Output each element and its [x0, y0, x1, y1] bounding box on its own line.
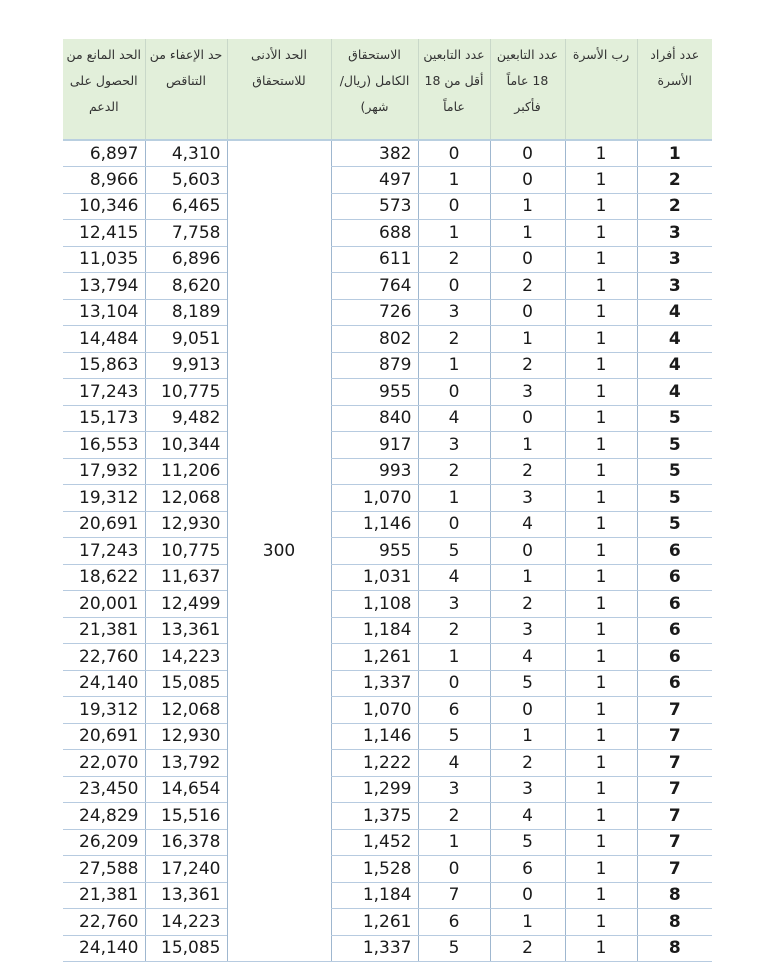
table-row — [63, 697, 712, 724]
head-cell: 1 — [565, 352, 637, 379]
table-row — [63, 167, 712, 194]
benefits-table — [63, 39, 712, 962]
head-cell: 1 — [565, 803, 637, 830]
full-entitlement-cell: 840 — [331, 405, 418, 432]
exemption-limit-cell: 15,085 — [145, 935, 227, 962]
members-cell: 6 — [637, 538, 712, 565]
members-cell: 6 — [637, 617, 712, 644]
minors-cell: 0 — [418, 193, 490, 220]
exemption-limit-cell: 12,930 — [145, 723, 227, 750]
head-cell: 1 — [565, 193, 637, 220]
adults-cell: 2 — [490, 750, 565, 777]
members-cell: 5 — [637, 405, 712, 432]
adults-cell: 1 — [490, 432, 565, 459]
bar-limit-cell: 24,140 — [63, 670, 145, 697]
minors-cell: 5 — [418, 935, 490, 962]
adults-cell: 3 — [490, 485, 565, 512]
minors-cell: 1 — [418, 352, 490, 379]
bar-limit-cell: 18,622 — [63, 564, 145, 591]
exemption-limit-cell: 14,223 — [145, 644, 227, 671]
head-cell: 1 — [565, 909, 637, 936]
bar-limit-cell: 10,346 — [63, 193, 145, 220]
head-cell: 1 — [565, 644, 637, 671]
full-entitlement-cell: 1,108 — [331, 591, 418, 618]
full-entitlement-cell: 1,261 — [331, 644, 418, 671]
minors-cell: 5 — [418, 538, 490, 565]
exemption-limit-cell: 13,792 — [145, 750, 227, 777]
members-cell: 2 — [637, 167, 712, 194]
bar-limit-cell: 17,932 — [63, 458, 145, 485]
minors-cell: 1 — [418, 485, 490, 512]
adults-cell: 1 — [490, 723, 565, 750]
minors-cell: 3 — [418, 299, 490, 326]
exemption-limit-cell: 14,654 — [145, 776, 227, 803]
adults-cell: 4 — [490, 511, 565, 538]
minors-cell: 6 — [418, 697, 490, 724]
head-cell: 1 — [565, 379, 637, 406]
full-entitlement-cell: 726 — [331, 299, 418, 326]
members-cell: 7 — [637, 723, 712, 750]
full-entitlement-cell: 1,184 — [331, 882, 418, 909]
table-row — [63, 485, 712, 512]
full-entitlement-cell: 1,261 — [331, 909, 418, 936]
members-cell: 8 — [637, 909, 712, 936]
members-cell: 7 — [637, 776, 712, 803]
head-cell: 1 — [565, 697, 637, 724]
exemption-limit-cell: 12,068 — [145, 697, 227, 724]
head-cell: 1 — [565, 670, 637, 697]
minors-cell: 1 — [418, 220, 490, 247]
table-row — [63, 379, 712, 406]
full-entitlement-cell: 764 — [331, 273, 418, 300]
minors-cell: 4 — [418, 405, 490, 432]
head-cell: 1 — [565, 538, 637, 565]
table-row — [63, 723, 712, 750]
bar-limit-cell: 13,794 — [63, 273, 145, 300]
bar-limit-cell: 26,209 — [63, 829, 145, 856]
bar-limit-cell: 22,070 — [63, 750, 145, 777]
bar-limit-cell: 15,863 — [63, 352, 145, 379]
head-cell: 1 — [565, 856, 637, 883]
adults-cell: 3 — [490, 379, 565, 406]
full-entitlement-cell: 611 — [331, 246, 418, 273]
bar-limit-cell: 11,035 — [63, 246, 145, 273]
members-cell: 5 — [637, 458, 712, 485]
head-cell: 1 — [565, 273, 637, 300]
minors-cell: 2 — [418, 617, 490, 644]
table-row — [63, 856, 712, 883]
adults-cell: 3 — [490, 617, 565, 644]
full-entitlement-cell: 1,031 — [331, 564, 418, 591]
head-cell: 1 — [565, 882, 637, 909]
exemption-limit-cell: 12,499 — [145, 591, 227, 618]
members-cell: 5 — [637, 485, 712, 512]
exemption-limit-cell: 13,361 — [145, 882, 227, 909]
adults-cell: 3 — [490, 776, 565, 803]
table-row — [63, 829, 712, 856]
exemption-limit-cell: 8,189 — [145, 299, 227, 326]
adults-cell: 4 — [490, 644, 565, 671]
bar-limit-cell: 20,691 — [63, 723, 145, 750]
adults-cell: 6 — [490, 856, 565, 883]
minors-cell: 0 — [418, 379, 490, 406]
members-cell: 2 — [637, 193, 712, 220]
minors-cell: 5 — [418, 723, 490, 750]
members-cell: 5 — [637, 511, 712, 538]
full-entitlement-cell: 1,070 — [331, 697, 418, 724]
table-row — [63, 644, 712, 671]
header-full-entitlement: الاستحقاق الكامل (ريال/شهر) — [331, 39, 418, 140]
members-cell: 4 — [637, 299, 712, 326]
minors-cell: 6 — [418, 909, 490, 936]
adults-cell: 0 — [490, 405, 565, 432]
table-row — [63, 750, 712, 777]
head-cell: 1 — [565, 750, 637, 777]
minors-cell: 0 — [418, 856, 490, 883]
table-row — [63, 776, 712, 803]
members-cell: 4 — [637, 379, 712, 406]
adults-cell: 5 — [490, 670, 565, 697]
members-cell: 6 — [637, 591, 712, 618]
adults-cell: 0 — [490, 167, 565, 194]
minors-cell: 0 — [418, 670, 490, 697]
bar-limit-cell: 19,312 — [63, 485, 145, 512]
minors-cell: 3 — [418, 776, 490, 803]
full-entitlement-cell: 1,375 — [331, 803, 418, 830]
table-row — [63, 564, 712, 591]
bar-limit-cell: 24,140 — [63, 935, 145, 962]
bar-limit-cell: 19,312 — [63, 697, 145, 724]
bar-limit-cell: 17,243 — [63, 538, 145, 565]
exemption-limit-cell: 12,068 — [145, 485, 227, 512]
members-cell: 7 — [637, 750, 712, 777]
table-row — [63, 803, 712, 830]
table-row — [63, 326, 712, 353]
full-entitlement-cell: 917 — [331, 432, 418, 459]
full-entitlement-cell: 955 — [331, 538, 418, 565]
head-cell: 1 — [565, 458, 637, 485]
exemption-limit-cell: 13,361 — [145, 617, 227, 644]
head-cell: 1 — [565, 432, 637, 459]
table-row — [63, 591, 712, 618]
bar-limit-cell: 20,001 — [63, 591, 145, 618]
header-exemption-limit: حد الإعفاء من التناقص — [145, 39, 227, 140]
head-cell: 1 — [565, 829, 637, 856]
bar-limit-cell: 6,897 — [63, 140, 145, 167]
minors-cell: 2 — [418, 803, 490, 830]
table-row — [63, 352, 712, 379]
header-min-entitlement: الحد الأدنى للاستحقاق — [227, 39, 331, 140]
adults-cell: 1 — [490, 326, 565, 353]
exemption-limit-cell: 9,051 — [145, 326, 227, 353]
exemption-limit-cell: 17,240 — [145, 856, 227, 883]
table-row — [63, 670, 712, 697]
adults-cell: 2 — [490, 935, 565, 962]
exemption-limit-cell: 11,206 — [145, 458, 227, 485]
bar-limit-cell: 22,760 — [63, 909, 145, 936]
adults-cell: 2 — [490, 352, 565, 379]
exemption-limit-cell: 4,310 — [145, 140, 227, 167]
members-cell: 6 — [637, 670, 712, 697]
adults-cell: 2 — [490, 591, 565, 618]
minors-cell: 1 — [418, 167, 490, 194]
table-row — [63, 935, 712, 962]
head-cell: 1 — [565, 617, 637, 644]
exemption-limit-cell: 7,758 — [145, 220, 227, 247]
minors-cell: 4 — [418, 750, 490, 777]
table-row — [63, 617, 712, 644]
min-entitlement-cell: 300 — [227, 140, 331, 962]
header-adults: عدد التابعين 18 عاماً فأكبر — [490, 39, 565, 140]
adults-cell: 0 — [490, 538, 565, 565]
exemption-limit-cell: 15,516 — [145, 803, 227, 830]
exemption-limit-cell: 10,344 — [145, 432, 227, 459]
bar-limit-cell: 15,173 — [63, 405, 145, 432]
members-cell: 3 — [637, 273, 712, 300]
full-entitlement-cell: 1,222 — [331, 750, 418, 777]
minors-cell: 7 — [418, 882, 490, 909]
minors-cell: 0 — [418, 511, 490, 538]
bar-limit-cell: 8,966 — [63, 167, 145, 194]
full-entitlement-cell: 1,299 — [331, 776, 418, 803]
table-row — [63, 140, 712, 167]
minors-cell: 3 — [418, 432, 490, 459]
table-row — [63, 538, 712, 565]
members-cell: 7 — [637, 697, 712, 724]
full-entitlement-cell: 382 — [331, 140, 418, 167]
adults-cell: 4 — [490, 803, 565, 830]
full-entitlement-cell: 497 — [331, 167, 418, 194]
header-head: رب الأسرة — [565, 39, 637, 140]
full-entitlement-cell: 1,337 — [331, 935, 418, 962]
adults-cell: 1 — [490, 220, 565, 247]
full-entitlement-cell: 688 — [331, 220, 418, 247]
exemption-limit-cell: 6,896 — [145, 246, 227, 273]
head-cell: 1 — [565, 591, 637, 618]
full-entitlement-cell: 955 — [331, 379, 418, 406]
bar-limit-cell: 20,691 — [63, 511, 145, 538]
exemption-limit-cell: 10,775 — [145, 538, 227, 565]
head-cell: 1 — [565, 167, 637, 194]
members-cell: 6 — [637, 564, 712, 591]
header-members: عدد أفراد الأسرة — [637, 39, 712, 140]
bar-limit-cell: 23,450 — [63, 776, 145, 803]
exemption-limit-cell: 9,482 — [145, 405, 227, 432]
members-cell: 8 — [637, 882, 712, 909]
adults-cell: 1 — [490, 193, 565, 220]
full-entitlement-cell: 1,337 — [331, 670, 418, 697]
exemption-limit-cell: 16,378 — [145, 829, 227, 856]
bar-limit-cell: 12,415 — [63, 220, 145, 247]
table-row — [63, 273, 712, 300]
adults-cell: 2 — [490, 458, 565, 485]
header-minors: عدد التابعين أقل من 18 عاماً — [418, 39, 490, 140]
table-body — [63, 140, 712, 962]
minors-cell: 0 — [418, 273, 490, 300]
table-row — [63, 882, 712, 909]
adults-cell: 0 — [490, 246, 565, 273]
exemption-limit-cell: 15,085 — [145, 670, 227, 697]
head-cell: 1 — [565, 723, 637, 750]
exemption-limit-cell: 10,775 — [145, 379, 227, 406]
table-row — [63, 405, 712, 432]
head-cell: 1 — [565, 405, 637, 432]
exemption-limit-cell: 11,637 — [145, 564, 227, 591]
table-row — [63, 220, 712, 247]
minors-cell: 1 — [418, 644, 490, 671]
members-cell: 3 — [637, 220, 712, 247]
full-entitlement-cell: 573 — [331, 193, 418, 220]
head-cell: 1 — [565, 511, 637, 538]
exemption-limit-cell: 14,223 — [145, 909, 227, 936]
full-entitlement-cell: 1,146 — [331, 723, 418, 750]
head-cell: 1 — [565, 776, 637, 803]
bar-limit-cell: 17,243 — [63, 379, 145, 406]
header-bar-limit: الحد المانع من الحصول على الدعم — [63, 39, 145, 140]
exemption-limit-cell: 5,603 — [145, 167, 227, 194]
minors-cell: 2 — [418, 326, 490, 353]
members-cell: 7 — [637, 856, 712, 883]
full-entitlement-cell: 1,184 — [331, 617, 418, 644]
bar-limit-cell: 16,553 — [63, 432, 145, 459]
bar-limit-cell: 21,381 — [63, 882, 145, 909]
minors-cell: 2 — [418, 246, 490, 273]
adults-cell: 5 — [490, 829, 565, 856]
adults-cell: 0 — [490, 140, 565, 167]
members-cell: 4 — [637, 352, 712, 379]
exemption-limit-cell: 8,620 — [145, 273, 227, 300]
bar-limit-cell: 14,484 — [63, 326, 145, 353]
adults-cell: 1 — [490, 909, 565, 936]
bar-limit-cell: 27,588 — [63, 856, 145, 883]
members-cell: 6 — [637, 644, 712, 671]
minors-cell: 0 — [418, 140, 490, 167]
members-cell: 3 — [637, 246, 712, 273]
bar-limit-cell: 13,104 — [63, 299, 145, 326]
head-cell: 1 — [565, 220, 637, 247]
table-row — [63, 511, 712, 538]
full-entitlement-cell: 1,146 — [331, 511, 418, 538]
bar-limit-cell: 21,381 — [63, 617, 145, 644]
table-header — [63, 39, 712, 140]
members-cell: 7 — [637, 803, 712, 830]
adults-cell: 0 — [490, 299, 565, 326]
table-row — [63, 432, 712, 459]
full-entitlement-cell: 802 — [331, 326, 418, 353]
minors-cell: 4 — [418, 564, 490, 591]
head-cell: 1 — [565, 140, 637, 167]
table-row — [63, 458, 712, 485]
adults-cell: 2 — [490, 273, 565, 300]
head-cell: 1 — [565, 299, 637, 326]
full-entitlement-cell: 1,452 — [331, 829, 418, 856]
bar-limit-cell: 24,829 — [63, 803, 145, 830]
bar-limit-cell: 22,760 — [63, 644, 145, 671]
head-cell: 1 — [565, 485, 637, 512]
members-cell: 7 — [637, 829, 712, 856]
head-cell: 1 — [565, 564, 637, 591]
members-cell: 5 — [637, 432, 712, 459]
adults-cell: 0 — [490, 882, 565, 909]
members-cell: 1 — [637, 140, 712, 167]
full-entitlement-cell: 1,070 — [331, 485, 418, 512]
table-row — [63, 193, 712, 220]
table-row — [63, 246, 712, 273]
full-entitlement-cell: 993 — [331, 458, 418, 485]
table-row — [63, 299, 712, 326]
table-row — [63, 909, 712, 936]
minors-cell: 2 — [418, 458, 490, 485]
minors-cell: 1 — [418, 829, 490, 856]
members-cell: 4 — [637, 326, 712, 353]
members-cell: 8 — [637, 935, 712, 962]
exemption-limit-cell: 6,465 — [145, 193, 227, 220]
exemption-limit-cell: 9,913 — [145, 352, 227, 379]
full-entitlement-cell: 879 — [331, 352, 418, 379]
head-cell: 1 — [565, 935, 637, 962]
full-entitlement-cell: 1,528 — [331, 856, 418, 883]
adults-cell: 1 — [490, 564, 565, 591]
adults-cell: 0 — [490, 697, 565, 724]
head-cell: 1 — [565, 246, 637, 273]
exemption-limit-cell: 12,930 — [145, 511, 227, 538]
minors-cell: 3 — [418, 591, 490, 618]
head-cell: 1 — [565, 326, 637, 353]
